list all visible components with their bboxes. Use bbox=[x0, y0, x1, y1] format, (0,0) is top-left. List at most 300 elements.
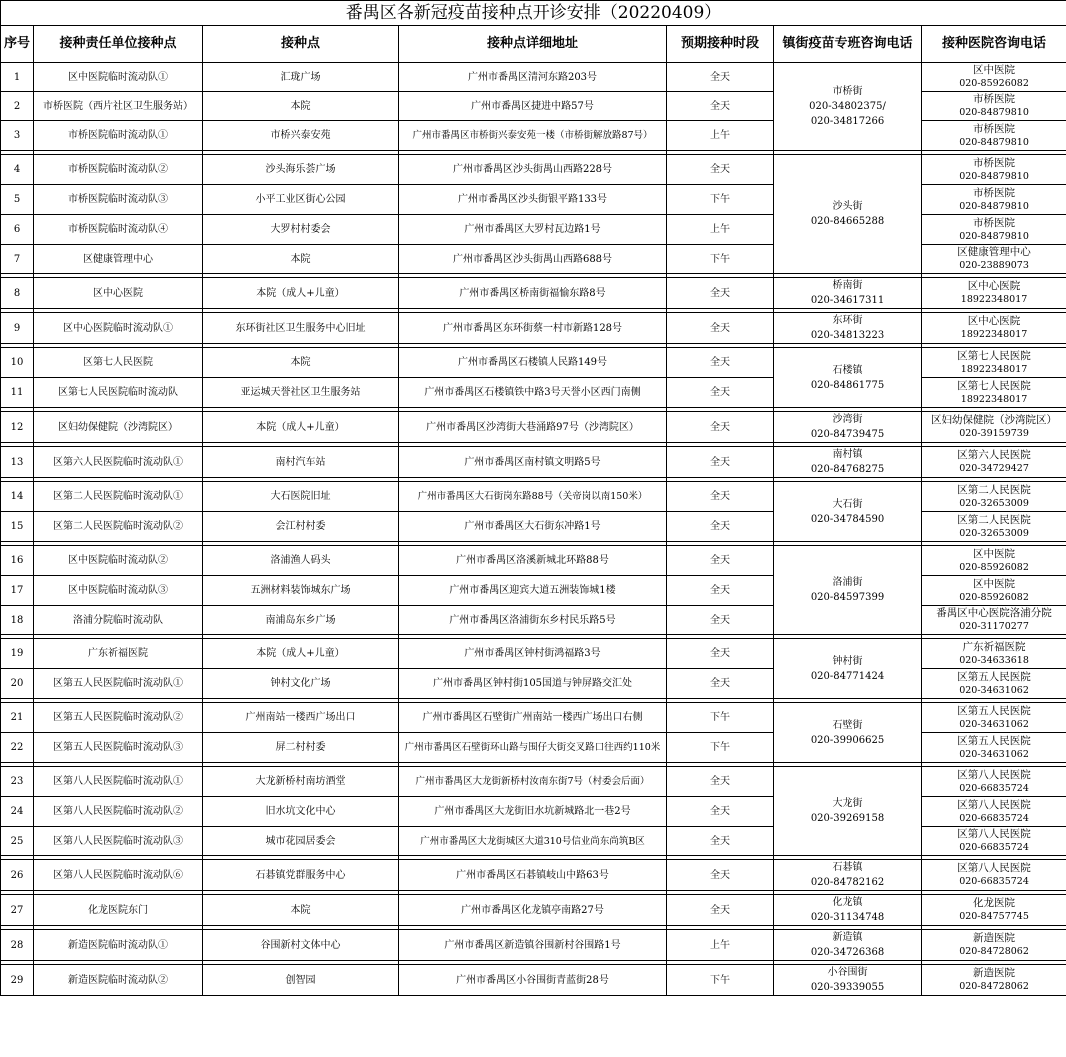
responsible-unit: 区妇幼保健院（沙湾院区） bbox=[34, 412, 203, 443]
row-number: 2 bbox=[1, 92, 34, 121]
hospital-phone bbox=[922, 930, 1066, 961]
street-phone-number: 020-39339055 bbox=[810, 982, 885, 993]
site-address: 广州市番禺区大石街东冲路1号 bbox=[399, 512, 667, 542]
hospital-phone bbox=[922, 121, 1066, 151]
hospital-phone-number: 020-84879810 bbox=[959, 170, 1029, 182]
col-header-time: 预期接种时段 bbox=[667, 26, 774, 63]
hospital-name: 区第五人民医院 bbox=[957, 704, 1031, 717]
hospital-phone bbox=[922, 378, 1066, 408]
site-address: 广州市番禺区洛浦街东乡村民乐路5号 bbox=[399, 606, 667, 635]
site-address: 广州市番禺区石碁镇岐山中路63号 bbox=[399, 860, 667, 891]
title-row bbox=[1, 1, 1066, 26]
hospital-phone-number: 020-66835724 bbox=[959, 812, 1029, 824]
street-name: 桥南街 bbox=[832, 280, 863, 291]
site-address: 广州市番禺区钟村街105国道与钟屏路交汇处 bbox=[399, 669, 667, 699]
responsible-unit: 区第六人民医院临时流动队① bbox=[34, 447, 203, 478]
row-number: 12 bbox=[1, 412, 34, 443]
street-phone bbox=[774, 930, 922, 961]
hospital-name: 市桥医院 bbox=[973, 156, 1016, 169]
hospital-name: 区妇幼保健院（沙湾院区） bbox=[931, 414, 1058, 426]
row-number: 5 bbox=[1, 185, 34, 215]
time-slot: 全天 bbox=[667, 378, 774, 408]
hospital-name: 市桥医院 bbox=[973, 122, 1016, 135]
street-phone bbox=[774, 412, 922, 443]
street-phone-number: 020-39906625 bbox=[810, 734, 885, 746]
vaccination-site: 广州南站一楼西广场出口 bbox=[203, 703, 399, 733]
street-phone bbox=[774, 860, 922, 891]
hospital-phone-number: 020-23889073 bbox=[959, 260, 1029, 271]
hospital-phone bbox=[922, 797, 1066, 827]
street-phone-number: 020-84771424 bbox=[810, 670, 885, 682]
hospital-name: 新造医院 bbox=[973, 932, 1016, 944]
hospital-phone bbox=[922, 639, 1066, 669]
street-phone-number: 020-31134748 bbox=[810, 912, 885, 923]
row-number: 29 bbox=[1, 965, 34, 996]
row-number: 4 bbox=[1, 155, 34, 185]
time-slot: 全天 bbox=[667, 155, 774, 185]
col-header-address: 接种点详细地址 bbox=[399, 26, 667, 63]
street-name: 石壁街 bbox=[832, 719, 863, 731]
street-phone-number: 020-84739475 bbox=[810, 429, 885, 440]
time-slot: 全天 bbox=[667, 92, 774, 121]
hospital-phone bbox=[922, 447, 1066, 478]
street-phone bbox=[774, 703, 922, 763]
hospital-phone bbox=[922, 546, 1066, 576]
hospital-phone-number: 020-84757745 bbox=[959, 911, 1029, 922]
hospital-phone bbox=[922, 482, 1066, 512]
row-number: 8 bbox=[1, 278, 34, 309]
hospital-phone-number: 020-84879810 bbox=[959, 230, 1029, 242]
table-row bbox=[1, 930, 1066, 961]
hospital-phone bbox=[922, 606, 1066, 635]
street-name: 沙头街 bbox=[832, 201, 863, 212]
site-address: 广州市番禺区沙湾街大巷涌路97号（沙湾院区） bbox=[399, 412, 667, 443]
header-row bbox=[1, 26, 1066, 63]
street-phone bbox=[774, 895, 922, 926]
row-number: 9 bbox=[1, 313, 34, 344]
vaccination-site: 本院（成人+儿童） bbox=[203, 639, 399, 669]
responsible-unit: 区中心医院临时流动队① bbox=[34, 313, 203, 344]
row-number: 24 bbox=[1, 797, 34, 827]
row-number: 16 bbox=[1, 546, 34, 576]
hospital-phone-number: 18922348017 bbox=[960, 329, 1028, 340]
vaccination-site: 南浦岛东乡广场 bbox=[203, 606, 399, 635]
hospital-phone-number: 020-32653009 bbox=[959, 527, 1029, 539]
hospital-phone bbox=[922, 348, 1066, 378]
time-slot: 上午 bbox=[667, 930, 774, 961]
hospital-phone bbox=[922, 313, 1066, 344]
responsible-unit: 区第七人民医院 bbox=[34, 348, 203, 378]
time-slot: 下午 bbox=[667, 245, 774, 274]
time-slot: 全天 bbox=[667, 412, 774, 443]
hospital-name: 市桥医院 bbox=[973, 93, 1016, 105]
time-slot: 全天 bbox=[667, 797, 774, 827]
table-row bbox=[1, 63, 1066, 92]
vaccination-site: 本院 bbox=[203, 348, 399, 378]
row-number: 27 bbox=[1, 895, 34, 926]
hospital-phone-number: 18922348017 bbox=[960, 393, 1028, 405]
hospital-name: 新造医院 bbox=[973, 967, 1016, 979]
street-name: 南村镇 bbox=[832, 449, 863, 460]
row-number: 25 bbox=[1, 827, 34, 856]
responsible-unit: 市桥医院临时流动队① bbox=[34, 121, 203, 151]
hospital-phone-number: 020-66835724 bbox=[959, 876, 1029, 887]
street-phone-number: 020-34617311 bbox=[810, 295, 885, 306]
vaccination-site: 沙头海乐荟广场 bbox=[203, 155, 399, 185]
hospital-phone-number: 020-84728062 bbox=[959, 981, 1029, 992]
site-address: 广州市番禺区市桥街兴泰安苑一楼（市桥街解放路87号） bbox=[399, 121, 667, 151]
hospital-phone-number: 020-39159739 bbox=[959, 428, 1029, 439]
street-phone-number: 020-34802375/ 020-34817266 bbox=[809, 101, 886, 127]
hospital-phone bbox=[922, 512, 1066, 542]
hospital-name: 区第二人民医院 bbox=[957, 513, 1031, 526]
row-number: 22 bbox=[1, 733, 34, 763]
hospital-phone-number: 020-84879810 bbox=[959, 136, 1029, 148]
site-address: 广州市番禺区南村镇文明路5号 bbox=[399, 447, 667, 478]
street-phone bbox=[774, 965, 922, 996]
site-address: 广州市番禺区沙头街禺山西路228号 bbox=[399, 155, 667, 185]
hospital-name: 区第五人民医院 bbox=[957, 670, 1031, 683]
time-slot: 全天 bbox=[667, 313, 774, 344]
time-slot: 下午 bbox=[667, 703, 774, 733]
site-address: 广州市番禺区迎宾大道五洲装饰城1楼 bbox=[399, 576, 667, 606]
table-row bbox=[1, 860, 1066, 891]
hospital-phone-number: 020-66835724 bbox=[959, 842, 1029, 853]
site-address: 广州市番禺区大龙街新桥村汝南东街7号（村委会后面） bbox=[399, 767, 667, 797]
hospital-phone-number: 020-84728062 bbox=[959, 946, 1029, 957]
responsible-unit: 区第八人民医院临时流动队① bbox=[34, 767, 203, 797]
site-address: 广州市番禺区石楼镇铁中路3号天誉小区西门南侧 bbox=[399, 378, 667, 408]
hospital-phone bbox=[922, 278, 1066, 309]
row-number: 17 bbox=[1, 576, 34, 606]
site-address: 广州市番禺区捷进中路57号 bbox=[399, 92, 667, 121]
responsible-unit: 区健康管理中心 bbox=[34, 245, 203, 274]
time-slot: 全天 bbox=[667, 669, 774, 699]
site-address: 广州市番禺区化龙镇亭南路27号 bbox=[399, 895, 667, 926]
street-name: 东环街 bbox=[832, 315, 863, 326]
hospital-name: 区中心医院 bbox=[967, 280, 1021, 292]
hospital-name: 区第二人民医院 bbox=[957, 483, 1031, 496]
table-row bbox=[1, 447, 1066, 478]
time-slot: 上午 bbox=[667, 215, 774, 245]
hospital-phone bbox=[922, 92, 1066, 121]
row-number: 1 bbox=[1, 63, 34, 92]
hospital-name: 区中医院 bbox=[973, 547, 1016, 560]
street-name: 化龙镇 bbox=[832, 897, 863, 908]
street-phone bbox=[774, 767, 922, 856]
responsible-unit: 市桥医院临时流动队② bbox=[34, 155, 203, 185]
hospital-phone-number: 020-84879810 bbox=[959, 200, 1029, 212]
hospital-phone-number: 020-34631062 bbox=[959, 718, 1029, 730]
vaccination-site: 市桥兴泰安苑 bbox=[203, 121, 399, 151]
site-address: 广州市番禺区沙头街银平路133号 bbox=[399, 185, 667, 215]
row-number: 6 bbox=[1, 215, 34, 245]
site-address: 广州市番禺区东环街蔡一村市新路128号 bbox=[399, 313, 667, 344]
vaccination-site: 大石医院旧址 bbox=[203, 482, 399, 512]
row-number: 7 bbox=[1, 245, 34, 274]
vaccination-site: 钟村文化广场 bbox=[203, 669, 399, 699]
responsible-unit: 市桥医院（西片社区卫生服务站） bbox=[34, 92, 203, 121]
responsible-unit: 区第八人民医院临时流动队⑥ bbox=[34, 860, 203, 891]
time-slot: 全天 bbox=[667, 827, 774, 856]
vaccination-site: 创智园 bbox=[203, 965, 399, 996]
hospital-phone-number: 020-84879810 bbox=[959, 107, 1029, 118]
street-phone bbox=[774, 348, 922, 408]
site-address: 广州市番禺区桥南街福愉东路8号 bbox=[399, 278, 667, 309]
vaccination-site: 洛浦渔人码头 bbox=[203, 546, 399, 576]
table-row bbox=[1, 412, 1066, 443]
site-address: 广州市番禺区大石街岗东路88号（关帝岗以南150米） bbox=[399, 482, 667, 512]
time-slot: 下午 bbox=[667, 733, 774, 763]
vaccination-site: 大龙新桥村南坊酒堂 bbox=[203, 767, 399, 797]
time-slot: 全天 bbox=[667, 860, 774, 891]
site-address: 广州市番禺区小谷围街青蓝街28号 bbox=[399, 965, 667, 996]
time-slot: 全天 bbox=[667, 606, 774, 635]
street-name: 大龙街 bbox=[832, 798, 863, 809]
responsible-unit: 新造医院临时流动队② bbox=[34, 965, 203, 996]
vaccination-site: 小平工业区街心公园 bbox=[203, 185, 399, 215]
street-phone bbox=[774, 447, 922, 478]
hospital-phone bbox=[922, 63, 1066, 92]
row-number: 13 bbox=[1, 447, 34, 478]
row-number: 26 bbox=[1, 860, 34, 891]
vaccination-site: 旧水坑文化中心 bbox=[203, 797, 399, 827]
row-number: 10 bbox=[1, 348, 34, 378]
street-phone bbox=[774, 278, 922, 309]
time-slot: 全天 bbox=[667, 895, 774, 926]
hospital-name: 区第七人民医院 bbox=[957, 349, 1031, 362]
vaccination-site: 城市花园居委会 bbox=[203, 827, 399, 856]
hospital-phone bbox=[922, 669, 1066, 699]
hospital-name: 区第七人民医院 bbox=[957, 379, 1031, 392]
table-row bbox=[1, 895, 1066, 926]
hospital-phone bbox=[922, 895, 1066, 926]
table-row bbox=[1, 155, 1066, 185]
table-row bbox=[1, 546, 1066, 576]
street-phone-number: 020-84665288 bbox=[810, 216, 885, 227]
responsible-unit: 区中心医院 bbox=[34, 278, 203, 309]
table-row bbox=[1, 313, 1066, 344]
hospital-name: 区第八人民医院 bbox=[957, 828, 1031, 840]
hospital-phone-number: 020-34631062 bbox=[959, 748, 1029, 760]
time-slot: 全天 bbox=[667, 639, 774, 669]
table-row bbox=[1, 767, 1066, 797]
hospital-phone-number: 18922348017 bbox=[960, 363, 1028, 375]
street-name: 市桥街 bbox=[832, 86, 863, 97]
hospital-name: 番禺区中心医院洛浦分院 bbox=[936, 607, 1052, 619]
street-phone bbox=[774, 546, 922, 635]
hospital-phone bbox=[922, 733, 1066, 763]
hospital-phone bbox=[922, 185, 1066, 215]
street-phone bbox=[774, 639, 922, 699]
row-number: 20 bbox=[1, 669, 34, 699]
responsible-unit: 区中医院临时流动队③ bbox=[34, 576, 203, 606]
hospital-name: 区第六人民医院 bbox=[957, 449, 1031, 461]
hospital-phone-number: 020-85926082 bbox=[959, 561, 1029, 573]
site-address: 广州市番禺区大龙街城区大道310号信业尚东尚筑B区 bbox=[399, 827, 667, 856]
hospital-phone-number: 020-32653009 bbox=[959, 497, 1029, 509]
site-address: 广州市番禺区石楼镇人民路149号 bbox=[399, 348, 667, 378]
street-name: 石碁镇 bbox=[832, 862, 863, 873]
hospital-name: 广东祈福医院 bbox=[962, 640, 1026, 653]
hospital-name: 区第八人民医院 bbox=[957, 768, 1031, 781]
hospital-phone bbox=[922, 860, 1066, 891]
time-slot: 下午 bbox=[667, 185, 774, 215]
responsible-unit: 市桥医院临时流动队③ bbox=[34, 185, 203, 215]
vaccination-site: 本院（成人+儿童） bbox=[203, 412, 399, 443]
street-phone-number: 020-84861775 bbox=[810, 379, 885, 391]
row-number: 11 bbox=[1, 378, 34, 408]
responsible-unit: 区第二人民医院临时流动队② bbox=[34, 512, 203, 542]
vaccination-site: 五洲材料装饰城东广场 bbox=[203, 576, 399, 606]
table-row bbox=[1, 482, 1066, 512]
vaccination-site: 屏二村村委 bbox=[203, 733, 399, 763]
site-address: 广州市番禺区石壁街环山路与围仔大街交叉路口往西约110米 bbox=[399, 733, 667, 763]
hospital-phone bbox=[922, 245, 1066, 274]
street-name: 新造镇 bbox=[832, 932, 863, 943]
time-slot: 全天 bbox=[667, 278, 774, 309]
street-name: 小谷围街 bbox=[827, 967, 868, 978]
col-header-unit: 接种责任单位接种点 bbox=[34, 26, 203, 63]
site-address: 广州市番禺区沙头街禺山西路688号 bbox=[399, 245, 667, 274]
time-slot: 全天 bbox=[667, 348, 774, 378]
responsible-unit: 区第八人民医院临时流动队③ bbox=[34, 827, 203, 856]
street-phone-number: 020-34784590 bbox=[810, 513, 885, 525]
time-slot: 下午 bbox=[667, 965, 774, 996]
col-header-site: 接种点 bbox=[203, 26, 399, 63]
street-phone-number: 020-34813223 bbox=[810, 330, 885, 341]
responsible-unit: 区第二人民医院临时流动队① bbox=[34, 482, 203, 512]
hospital-phone-number: 020-66835724 bbox=[959, 782, 1029, 794]
street-phone-number: 020-34726368 bbox=[810, 947, 885, 958]
hospital-name: 区第八人民医院 bbox=[957, 862, 1031, 874]
hospital-name: 区第五人民医院 bbox=[957, 734, 1031, 747]
col-header-hospital-phone: 接种医院咨询电话 bbox=[922, 26, 1066, 63]
hospital-phone-number: 020-85926082 bbox=[959, 78, 1029, 89]
hospital-name: 区中医院 bbox=[973, 64, 1016, 76]
responsible-unit: 新造医院临时流动队① bbox=[34, 930, 203, 961]
table-row bbox=[1, 348, 1066, 378]
vaccination-site: 石碁镇党群服务中心 bbox=[203, 860, 399, 891]
hospital-name: 区第八人民医院 bbox=[957, 798, 1031, 811]
sheet-title: 番禺区各新冠疫苗接种点开诊安排（20220409） bbox=[1, 1, 1066, 26]
vaccination-site: 谷围新村文体中心 bbox=[203, 930, 399, 961]
street-phone bbox=[774, 63, 922, 151]
hospital-phone-number: 020-31170277 bbox=[959, 621, 1029, 632]
street-name: 大石街 bbox=[832, 498, 863, 510]
hospital-phone bbox=[922, 965, 1066, 996]
hospital-phone bbox=[922, 155, 1066, 185]
responsible-unit: 区中医院临时流动队② bbox=[34, 546, 203, 576]
hospital-phone bbox=[922, 215, 1066, 245]
site-address: 广州市番禺区清河东路203号 bbox=[399, 63, 667, 92]
responsible-unit: 区第五人民医院临时流动队③ bbox=[34, 733, 203, 763]
hospital-phone bbox=[922, 576, 1066, 606]
table-row bbox=[1, 703, 1066, 733]
hospital-name: 市桥医院 bbox=[973, 186, 1016, 199]
street-name: 钟村街 bbox=[832, 655, 863, 667]
street-name: 石楼镇 bbox=[832, 364, 863, 376]
vaccination-site: 南村汽车站 bbox=[203, 447, 399, 478]
time-slot: 全天 bbox=[667, 576, 774, 606]
vaccination-site: 东环街社区卫生服务中心旧址 bbox=[203, 313, 399, 344]
table-row bbox=[1, 278, 1066, 309]
street-phone-number: 020-39269158 bbox=[810, 813, 885, 824]
row-number: 19 bbox=[1, 639, 34, 669]
time-slot: 全天 bbox=[667, 512, 774, 542]
responsible-unit: 区第八人民医院临时流动队② bbox=[34, 797, 203, 827]
hospital-phone-number: 020-34729427 bbox=[959, 463, 1029, 474]
responsible-unit: 区中医院临时流动队① bbox=[34, 63, 203, 92]
col-header-no: 序号 bbox=[1, 26, 34, 63]
time-slot: 全天 bbox=[667, 767, 774, 797]
row-number: 21 bbox=[1, 703, 34, 733]
time-slot: 上午 bbox=[667, 121, 774, 151]
street-phone bbox=[774, 155, 922, 274]
row-number: 15 bbox=[1, 512, 34, 542]
vaccination-site: 大罗村村委会 bbox=[203, 215, 399, 245]
vaccination-site: 本院（成人+儿童） bbox=[203, 278, 399, 309]
hospital-phone-number: 020-85926082 bbox=[959, 591, 1029, 603]
street-phone bbox=[774, 482, 922, 542]
vaccination-site: 会江村村委 bbox=[203, 512, 399, 542]
vaccination-site: 亚运城天誉社区卫生服务站 bbox=[203, 378, 399, 408]
street-phone bbox=[774, 313, 922, 344]
hospital-name: 市桥医院 bbox=[973, 216, 1016, 229]
responsible-unit: 区第七人民医院临时流动队 bbox=[34, 378, 203, 408]
time-slot: 全天 bbox=[667, 447, 774, 478]
site-address: 广州市番禺区新造镇谷围新村谷围路1号 bbox=[399, 930, 667, 961]
hospital-phone bbox=[922, 412, 1066, 443]
site-address: 广州市番禺区大龙街旧水坑新城路北一巷2号 bbox=[399, 797, 667, 827]
site-address: 广州市番禺区石壁街广州南站一楼西广场出口右侧 bbox=[399, 703, 667, 733]
hospital-phone bbox=[922, 703, 1066, 733]
table-row bbox=[1, 965, 1066, 996]
site-address: 广州市番禺区洛溪新城北环路88号 bbox=[399, 546, 667, 576]
hospital-phone-number: 020-34631062 bbox=[959, 684, 1029, 696]
row-number: 23 bbox=[1, 767, 34, 797]
table-row bbox=[1, 639, 1066, 669]
hospital-name: 区健康管理中心 bbox=[957, 246, 1031, 258]
street-name: 洛浦街 bbox=[832, 577, 863, 588]
row-number: 3 bbox=[1, 121, 34, 151]
time-slot: 全天 bbox=[667, 482, 774, 512]
row-number: 14 bbox=[1, 482, 34, 512]
street-phone-number: 020-84768275 bbox=[810, 464, 885, 475]
street-name: 沙湾街 bbox=[832, 414, 863, 425]
vaccination-site: 本院 bbox=[203, 245, 399, 274]
vaccination-site: 本院 bbox=[203, 895, 399, 926]
hospital-phone bbox=[922, 827, 1066, 856]
responsible-unit: 化龙医院东门 bbox=[34, 895, 203, 926]
responsible-unit: 广东祈福医院 bbox=[34, 639, 203, 669]
responsible-unit: 区第五人民医院临时流动队① bbox=[34, 669, 203, 699]
hospital-phone-number: 18922348017 bbox=[960, 294, 1028, 305]
row-number: 18 bbox=[1, 606, 34, 635]
col-header-street-phone: 镇街疫苗专班咨询电话 bbox=[774, 26, 922, 63]
street-phone-number: 020-84597399 bbox=[810, 592, 885, 603]
row-number: 28 bbox=[1, 930, 34, 961]
site-address: 广州市番禺区大罗村瓦边路1号 bbox=[399, 215, 667, 245]
responsible-unit: 洛浦分院临时流动队 bbox=[34, 606, 203, 635]
hospital-name: 区中心医院 bbox=[967, 315, 1021, 327]
vaccination-site: 汇珑广场 bbox=[203, 63, 399, 92]
hospital-name: 区中医院 bbox=[973, 577, 1016, 590]
hospital-phone-number: 020-34633618 bbox=[959, 654, 1029, 666]
street-phone-number: 020-84782162 bbox=[810, 877, 885, 888]
hospital-name: 化龙医院 bbox=[973, 897, 1016, 909]
time-slot: 全天 bbox=[667, 63, 774, 92]
